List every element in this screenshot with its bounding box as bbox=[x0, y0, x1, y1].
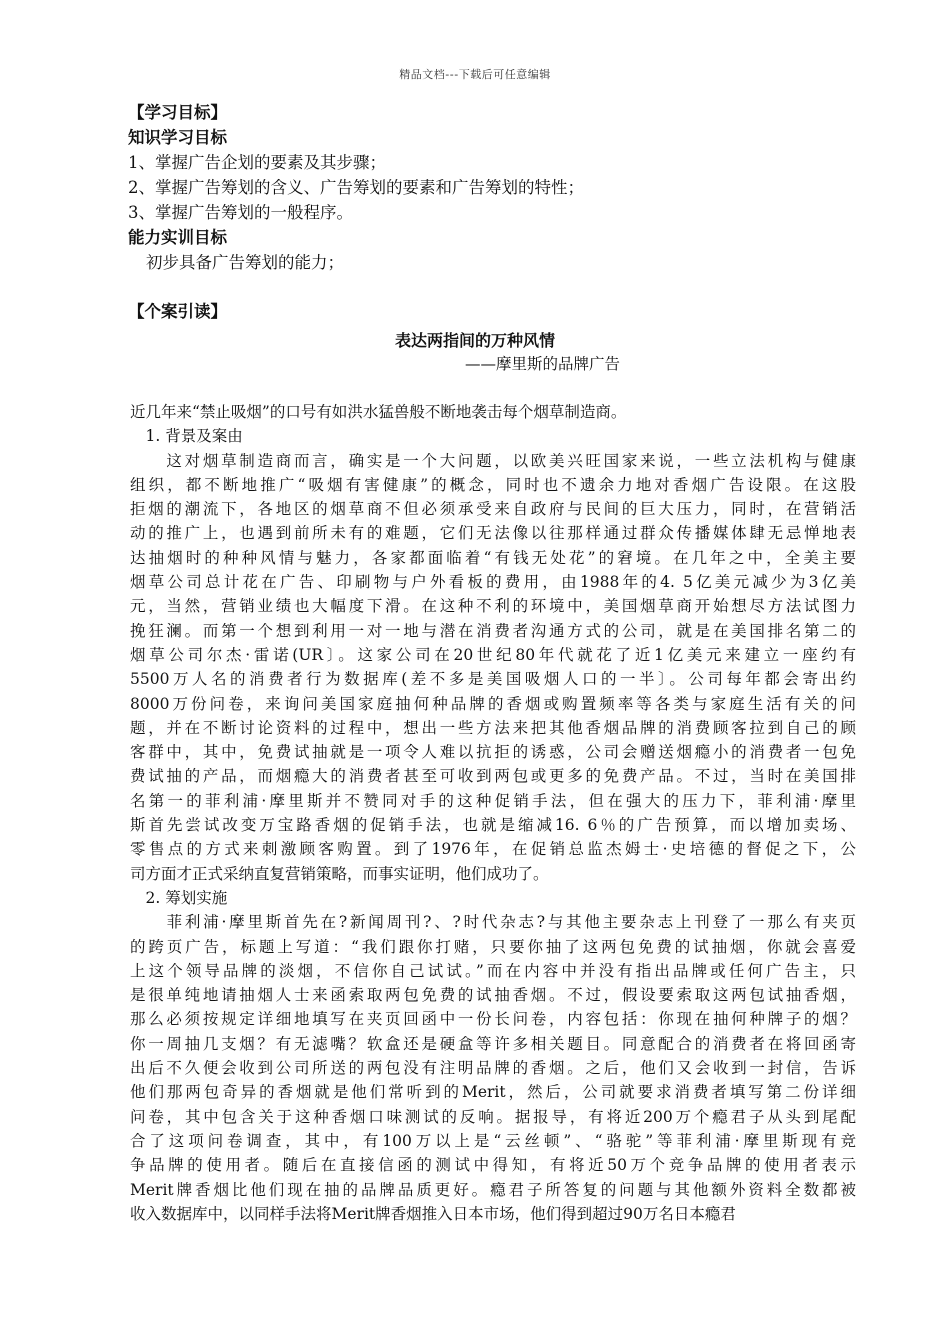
case-title: 表达两指间的万种风情 bbox=[394, 331, 555, 350]
body-line: 零售点的方式来刺激顾客购置。到了1976年，在促销总监杰姆士·史培德的督促之下，公 bbox=[130, 840, 856, 859]
body-line: 组织，都不断地推广“吸烟有害健康”的概念，同时也不遗余力地对香烟广告设限。在这股 bbox=[130, 475, 856, 494]
body-line: 烟草公司尔杰·雷诺(UR〕。这家公司在20世纪80年代就花了近1亿美元来建立一座约有 bbox=[130, 645, 856, 664]
learning-objectives bbox=[128, 100, 855, 275]
body-line: 动的推广上，也遇到前所未有的难题，它们无法像以往那样通过群众传播媒体肆无忌惮地表 bbox=[130, 524, 856, 543]
case-section bbox=[128, 299, 855, 324]
case-section-label: 【个案引读】 bbox=[128, 302, 227, 321]
page-header: 精品文档---下载后可任意编辑 bbox=[399, 68, 551, 81]
case-body-text bbox=[130, 400, 856, 1226]
objective-item: 3、掌握广告筹划的一般程序。 bbox=[128, 203, 353, 222]
ability-heading: 能力实训目标 bbox=[128, 228, 227, 247]
body-line: 近几年来“禁止吸烟”的口号有如洪水猛兽般不断地袭击每个烟草制造商。 bbox=[130, 403, 627, 421]
body-line: 你一周抽几支烟？有无滤嘴？软盒还是硬盒等许多相关题目。同意配合的消费者在将回函寄 bbox=[130, 1034, 856, 1053]
body-line: 司方面才正式采纳直复营销策略，而事实证明，他们成功了。 bbox=[130, 864, 549, 883]
body-line: 元，当然，营销业绩也大幅度下滑。在这种不利的环境中，美国烟草商开始想尽方法试图力 bbox=[130, 597, 856, 616]
body-line: 菲利浦·摩里斯首先在?新闻周刊?、?时代杂志?与其他主要杂志上刊登了一那么有夹页 bbox=[130, 913, 856, 932]
body-line: 他们那两包奇异的香烟就是他们常听到的Merit，然后，公司就要求消费者填写第二份详细 bbox=[130, 1083, 856, 1102]
body-line: 拒烟的潮流下，各地区的烟草商不但必须承受来自政府与民间的巨大压力，同时，在营销活 bbox=[130, 500, 856, 519]
body-line: 争品牌的使用者。随后在直接信函的测试中得知，有将近50万个竞争品牌的使用者表示 bbox=[130, 1156, 856, 1175]
body-line: 出后不久便会收到公司所送的两包没有注明品牌的香烟。之后，他们又会收到一封信，告诉 bbox=[130, 1059, 856, 1078]
body-line: 的跨页广告，标题上写道：“我们跟你打赌，只要你抽了这两包免费的试抽烟，你就会喜爱 bbox=[130, 937, 856, 956]
body-line: 2. 筹划实施 bbox=[130, 888, 228, 907]
objectives-section-label: 【学习目标】 bbox=[128, 103, 227, 122]
body-line: 1. 背景及案由 bbox=[130, 427, 243, 446]
case-subtitle: ——摩里斯的品牌广告 bbox=[465, 355, 621, 373]
body-line: 费试抽的产品，而烟瘾大的消费者甚至可收到两包或更多的免费产品。不过，当时在美国排 bbox=[130, 767, 856, 786]
body-line: 问卷，其中包含关于这种香烟口味测试的反响。据报导，有将近200万个瘾君子从头到尾配 bbox=[130, 1107, 856, 1126]
body-line: 题，并在不断讨论资料的过程中，想出一些方法来把其他香烟品牌的消费顾客拉到自己的顾 bbox=[130, 718, 856, 737]
body-line: 斯首先尝试改变万宝路香烟的促销手法，也就是缩减16. 6％的广告预算，而以增加卖场、 bbox=[130, 816, 856, 835]
body-line: 收入数据库中，以同样手法将Merit牌香烟推入日本市场，他们得到超过90万名日本瘾君 bbox=[130, 1204, 736, 1223]
body-line: 是很单纯地请抽烟人士来函索取两包免费的试抽香烟。不过，假设要索取这两包试抽香烟， bbox=[130, 986, 856, 1005]
body-line: 达抽烟时的种种风情与魅力，各家都面临着“有钱无处花”的窘境。在几年之中，全美主要 bbox=[130, 548, 856, 567]
knowledge-heading: 知识学习目标 bbox=[128, 128, 227, 147]
body-line: 这对烟草制造商而言，确实是一个大问题，以欧美兴旺国家来说，一些立法机构与健康 bbox=[130, 451, 856, 470]
body-line: 合了这项问卷调查，其中，有100万以上是“云丝顿”、“骆驼”等菲利浦·摩里斯现有竞 bbox=[130, 1131, 856, 1150]
body-line: 客群中，其中，免费试抽就是一项令人难以抗拒的诱惑，公司会赠送烟瘾小的消费者一包免 bbox=[130, 743, 856, 762]
body-line: 上这个领导品牌的淡烟，不信你自己试试。”而在内容中并没有指出品牌或任何广告主，只 bbox=[130, 961, 856, 980]
objective-item: 2、掌握广告筹划的含义、广告筹划的要素和广告筹划的特性； bbox=[128, 178, 584, 197]
ability-text: 初步具备广告筹划的能力； bbox=[146, 253, 344, 272]
body-line: 5500万人名的消费者行为数据库(差不多是美国吸烟人口的一半〕。公司每年都会寄出约 bbox=[130, 670, 856, 689]
body-line: 8000万份问卷，来询问美国家庭抽何种品牌的香烟或购置频率等各类与家庭生活有关的问 bbox=[130, 694, 856, 713]
body-line: 名第一的菲利浦·摩里斯并不赞同对手的这种促销手法，但在强大的压力下，菲利浦·摩里 bbox=[130, 791, 856, 810]
body-line: 烟草公司总计花在广告、印刷物与户外看板的费用，由1988年的4. 5亿美元减少为3亿美 bbox=[130, 573, 856, 592]
objective-item: 1、掌握广告企划的要素及其步骤； bbox=[128, 153, 386, 172]
body-line: 那么必须按规定详细地填写在夹页回函中一份长问卷，内容包括：你现在抽何种牌子的烟？ bbox=[130, 1010, 856, 1029]
body-line: 挽狂澜。而第一个想到利用一对一地与潜在消费者沟通方式的公司，就是在美国排名第二的 bbox=[130, 621, 856, 640]
body-line: Merit牌香烟比他们现在抽的品牌品质更好。瘾君子所答复的问题与其他额外资料全数都被 bbox=[130, 1180, 856, 1199]
